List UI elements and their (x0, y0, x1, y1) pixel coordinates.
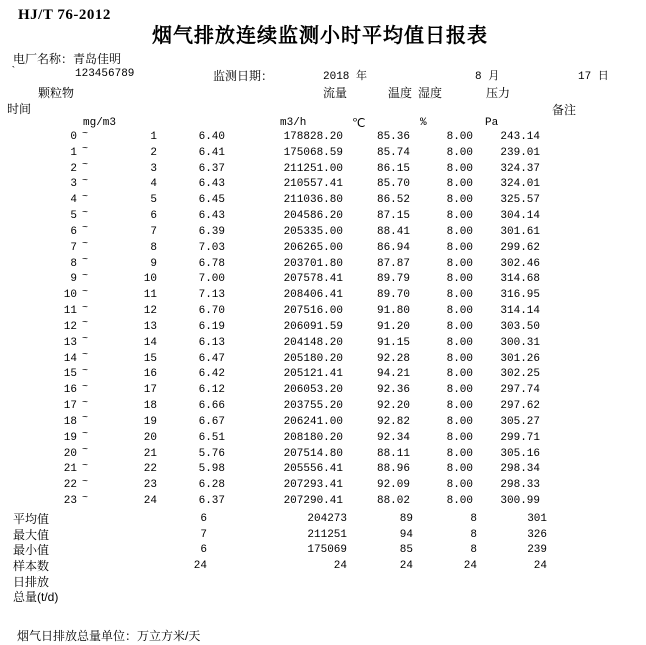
unit-temperature: ℃ (352, 116, 366, 130)
summary-dust-value (113, 590, 207, 606)
table-row (0, 225, 646, 241)
row-flow-value: 205556.41 (283, 463, 343, 476)
row-dust-value: 6.37 (198, 162, 225, 175)
row-start-hour: 4 (70, 194, 77, 207)
row-dust-value: 6.12 (198, 384, 225, 397)
row-temperature-value: 92.20 (376, 400, 410, 413)
table-row (0, 193, 646, 209)
tilde-separator: ~ (82, 160, 89, 172)
row-flow-value: 207514.80 (283, 447, 343, 460)
row-temperature-value: 94.21 (376, 368, 410, 381)
row-humidity-value: 8.00 (446, 447, 473, 460)
row-humidity-value: 8.00 (446, 320, 473, 333)
summary-pressure-value (477, 590, 547, 606)
row-end-hour: 23 (143, 479, 157, 492)
row-start-hour: 11 (63, 305, 77, 318)
tilde-separator: ~ (82, 302, 89, 314)
standard-code: HJ/T 76-2012 (18, 7, 111, 23)
table-row (0, 209, 646, 225)
row-end-hour: 1 (150, 131, 157, 143)
row-dust-value: 6.43 (198, 178, 225, 191)
summary-temperature-value (347, 590, 413, 606)
summary-table (0, 512, 646, 606)
table-row (0, 399, 646, 415)
row-humidity-value: 8.00 (446, 384, 473, 397)
row-temperature-value: 86.94 (376, 241, 410, 254)
summary-row (0, 528, 646, 544)
row-dust-value: 6.45 (198, 194, 225, 207)
summary-row (0, 512, 646, 528)
summary-humidity-value: 24 (463, 560, 477, 573)
row-humidity-value: 8.00 (446, 479, 473, 492)
row-end-hour: 3 (150, 162, 157, 175)
row-dust-value: 6.13 (198, 336, 225, 349)
row-humidity-value: 8.00 (446, 431, 473, 444)
table-row (0, 494, 646, 510)
row-end-hour: 16 (143, 368, 157, 381)
row-humidity-value: 8.00 (446, 146, 473, 159)
row-start-hour: 16 (63, 384, 77, 397)
row-dust-value: 6.41 (198, 146, 225, 159)
row-temperature-value: 91.15 (376, 336, 410, 349)
summary-flow-value (207, 575, 347, 591)
row-humidity-value: 8.00 (446, 495, 473, 508)
row-flow-value: 175068.59 (283, 146, 343, 159)
row-temperature-value: 92.36 (376, 384, 410, 397)
row-dust-value: 7.03 (198, 241, 225, 254)
row-dust-value: 6.78 (198, 257, 225, 270)
row-flow-value: 178828.20 (283, 131, 343, 143)
row-dust-value: 6.28 (198, 479, 225, 492)
row-start-hour: 17 (63, 400, 77, 413)
table-row (0, 415, 646, 431)
row-end-hour: 8 (150, 241, 157, 254)
table-row (0, 177, 646, 193)
row-flow-value: 210557.41 (283, 178, 343, 191)
unit-humidity: % (420, 117, 427, 129)
summary-pressure-value: 301 (527, 513, 547, 525)
row-start-hour: 15 (63, 368, 77, 381)
row-humidity-value: 8.00 (446, 210, 473, 223)
tilde-separator: ~ (82, 413, 89, 425)
row-start-hour: 14 (63, 352, 77, 365)
tilde-separator: ~ (82, 239, 89, 251)
row-dust-value: 6.66 (198, 400, 225, 413)
row-end-hour: 14 (143, 336, 157, 349)
tilde-separator: ~ (82, 334, 89, 346)
row-start-hour: 18 (63, 415, 77, 428)
row-start-hour: 5 (70, 210, 77, 223)
row-flow-value: 205121.41 (283, 368, 343, 381)
tilde-separator: ~ (82, 144, 89, 156)
row-humidity-value: 8.00 (446, 463, 473, 476)
row-start-hour: 3 (70, 178, 77, 191)
row-end-hour: 7 (150, 225, 157, 238)
tilde-separator: ~ (82, 445, 89, 457)
row-flow-value: 208406.41 (283, 289, 343, 302)
unit-flow: m3/h (280, 117, 307, 129)
row-humidity-value: 8.00 (446, 194, 473, 207)
row-pressure-value: 298.33 (500, 479, 540, 492)
row-flow-value: 207578.41 (283, 273, 343, 286)
summary-pressure-value: 239 (527, 544, 547, 557)
row-dust-value: 6.42 (198, 368, 225, 381)
table-row (0, 462, 646, 478)
table-row (0, 336, 646, 352)
row-pressure-value: 305.16 (500, 447, 540, 460)
summary-humidity-value: 8 (470, 513, 477, 525)
row-humidity-value: 8.00 (446, 131, 473, 143)
row-end-hour: 10 (143, 273, 157, 286)
row-end-hour: 2 (150, 146, 157, 159)
tilde-separator: ~ (82, 223, 89, 235)
summary-humidity-value: 8 (470, 528, 477, 541)
row-pressure-value: 324.01 (500, 178, 540, 191)
row-humidity-value: 8.00 (446, 352, 473, 365)
summary-row-label: 平均值 (13, 512, 50, 526)
row-temperature-value: 87.87 (376, 257, 410, 270)
row-dust-value: 6.47 (198, 352, 225, 365)
summary-humidity-value (413, 590, 477, 606)
row-humidity-value: 8.00 (446, 273, 473, 286)
row-dust-value: 6.51 (198, 431, 225, 444)
row-temperature-value: 91.80 (376, 305, 410, 318)
summary-dust-value (113, 575, 207, 591)
table-row (0, 146, 646, 162)
row-end-hour: 24 (143, 495, 157, 508)
row-pressure-value: 299.62 (500, 241, 540, 254)
row-temperature-value: 85.36 (376, 131, 410, 143)
plant-name-value: 青岛佳明 (73, 52, 122, 66)
tilde-separator: ~ (82, 492, 89, 504)
row-flow-value: 207516.00 (283, 305, 343, 318)
row-temperature-value: 91.20 (376, 320, 410, 333)
row-start-hour: 13 (63, 336, 77, 349)
row-flow-value: 205180.20 (283, 352, 343, 365)
summary-row-label: 总量(t/d) (13, 590, 59, 605)
row-pressure-value: 299.71 (500, 431, 540, 444)
row-end-hour: 21 (143, 447, 157, 460)
row-pressure-value: 314.14 (500, 305, 540, 318)
unit-dust: mg/m3 (83, 117, 117, 129)
row-end-hour: 11 (143, 289, 157, 302)
row-humidity-value: 8.00 (446, 241, 473, 254)
plant-name-label: 电厂名称： (13, 52, 74, 66)
tilde-separator: ~ (82, 365, 89, 377)
row-pressure-value: 303.50 (500, 320, 540, 333)
row-humidity-value: 8.00 (446, 400, 473, 413)
tilde-separator: ~ (82, 460, 89, 472)
row-pressure-value: 324.37 (500, 162, 540, 175)
row-start-hour: 7 (70, 241, 77, 254)
row-flow-value: 206241.00 (283, 415, 343, 428)
summary-pressure-value (477, 575, 547, 591)
row-pressure-value: 316.95 (500, 289, 540, 302)
summary-row-label: 最大值 (13, 527, 50, 542)
plant-tick-mark: ` (10, 66, 17, 78)
summary-row-label: 最小值 (13, 543, 50, 558)
row-flow-value: 206053.20 (283, 384, 343, 397)
row-dust-value: 7.00 (198, 273, 225, 286)
summary-dust-value: 6 (200, 544, 207, 557)
row-start-hour: 1 (70, 146, 77, 159)
row-humidity-value: 8.00 (446, 289, 473, 302)
row-pressure-value: 305.27 (500, 415, 540, 428)
table-row (0, 352, 646, 368)
summary-dust-value: 7 (200, 528, 207, 541)
row-dust-value: 7.13 (198, 289, 225, 302)
col-header-remark: 备注 (552, 103, 577, 117)
row-dust-value: 6.43 (198, 210, 225, 223)
row-pressure-value: 298.34 (500, 463, 540, 476)
table-row (0, 241, 646, 257)
tilde-separator: ~ (82, 381, 89, 393)
row-flow-value: 206265.00 (283, 241, 343, 254)
row-pressure-value: 301.26 (500, 352, 540, 365)
summary-row (0, 575, 646, 591)
row-flow-value: 204586.20 (283, 210, 343, 223)
row-temperature-value: 88.02 (376, 495, 410, 508)
row-start-hour: 2 (70, 162, 77, 175)
tilde-separator: ~ (82, 175, 89, 187)
row-flow-value: 211036.80 (283, 194, 343, 207)
row-dust-value: 6.67 (198, 415, 225, 428)
row-flow-value: 206091.59 (283, 320, 343, 333)
row-flow-value: 208180.20 (283, 431, 343, 444)
row-dust-value: 6.40 (198, 131, 225, 143)
col-header-time: 时间 (7, 102, 32, 116)
summary-flow-value: 204273 (307, 513, 347, 525)
row-dust-value: 6.70 (198, 305, 225, 318)
tilde-separator: ~ (82, 255, 89, 267)
report-title: 烟气排放连续监测小时平均值日报表 (152, 25, 488, 47)
row-start-hour: 0 (70, 131, 77, 143)
row-temperature-value: 92.09 (376, 479, 410, 492)
unit-pressure: Pa (485, 117, 499, 129)
row-end-hour: 18 (143, 400, 157, 413)
tilde-separator: ~ (82, 397, 89, 409)
row-humidity-value: 8.00 (446, 368, 473, 381)
table-row (0, 288, 646, 304)
row-humidity-value: 8.00 (446, 305, 473, 318)
summary-temperature-value: 94 (399, 528, 413, 541)
row-temperature-value: 87.15 (376, 210, 410, 223)
summary-dust-value: 24 (193, 560, 207, 573)
tilde-separator: ~ (82, 128, 89, 140)
row-start-hour: 9 (70, 273, 77, 286)
monitor-date-label: 监测日期： (213, 69, 274, 83)
summary-flow-value: 24 (333, 560, 347, 573)
row-pressure-value: 300.99 (500, 495, 540, 508)
table-row (0, 257, 646, 273)
row-pressure-value: 243.14 (500, 131, 540, 143)
table-row (0, 431, 646, 447)
summary-row-label: 样本数 (13, 559, 50, 574)
row-temperature-value: 85.74 (376, 146, 410, 159)
summary-row-label: 日排放 (13, 574, 50, 589)
row-temperature-value: 88.41 (376, 225, 410, 238)
row-pressure-value: 301.61 (500, 225, 540, 238)
row-temperature-value: 86.52 (376, 194, 410, 207)
row-humidity-value: 8.00 (446, 178, 473, 191)
tilde-separator: ~ (82, 207, 89, 219)
hourly-data-table (0, 130, 646, 510)
row-start-hour: 19 (63, 431, 77, 444)
row-flow-value: 203701.80 (283, 257, 343, 270)
summary-temperature-value (347, 575, 413, 591)
date-month-value: 8 月 (475, 71, 500, 83)
row-end-hour: 9 (150, 257, 157, 270)
row-flow-value: 207293.41 (283, 479, 343, 492)
row-end-hour: 12 (143, 305, 157, 318)
summary-dust-value: 6 (200, 513, 207, 525)
row-pressure-value: 314.68 (500, 273, 540, 286)
table-row (0, 320, 646, 336)
row-temperature-value: 85.70 (376, 178, 410, 191)
row-pressure-value: 325.57 (500, 194, 540, 207)
row-dust-value: 6.37 (198, 495, 225, 508)
row-flow-value: 211251.00 (283, 162, 343, 175)
row-dust-value: 6.39 (198, 225, 225, 238)
row-temperature-value: 88.96 (376, 463, 410, 476)
row-end-hour: 15 (143, 352, 157, 365)
table-row (0, 367, 646, 383)
row-dust-value: 6.19 (198, 320, 225, 333)
plant-name-line (13, 50, 121, 67)
row-flow-value: 205335.00 (283, 225, 343, 238)
table-row (0, 162, 646, 178)
date-day-value: 17 日 (578, 71, 609, 83)
row-end-hour: 17 (143, 384, 157, 397)
row-temperature-value: 92.28 (376, 352, 410, 365)
summary-temperature-value: 89 (399, 513, 413, 525)
summary-pressure-value: 24 (533, 560, 547, 573)
row-start-hour: 22 (63, 479, 77, 492)
row-start-hour: 23 (63, 495, 77, 508)
col-header-flow: 流量 (323, 86, 348, 100)
row-end-hour: 22 (143, 463, 157, 476)
row-pressure-value: 297.62 (500, 400, 540, 413)
summary-flow-value (207, 590, 347, 606)
col-header-pressure: 压力 (486, 86, 511, 100)
row-temperature-value: 92.34 (376, 431, 410, 444)
summary-humidity-value (413, 575, 477, 591)
col-header-dust: 颗粒物 (38, 86, 75, 100)
row-end-hour: 4 (150, 178, 157, 191)
row-end-hour: 5 (150, 194, 157, 207)
row-flow-value: 203755.20 (283, 400, 343, 413)
row-start-hour: 6 (70, 225, 77, 238)
summary-temperature-value: 85 (399, 544, 413, 557)
table-row (0, 478, 646, 494)
row-end-hour: 6 (150, 210, 157, 223)
tilde-separator: ~ (82, 270, 89, 282)
row-flow-value: 204148.20 (283, 336, 343, 349)
table-row (0, 383, 646, 399)
tilde-separator: ~ (82, 476, 89, 488)
summary-row (0, 559, 646, 575)
row-pressure-value: 297.74 (500, 384, 540, 397)
row-start-hour: 8 (70, 257, 77, 270)
col-header-temperature: 温度 (388, 86, 413, 100)
row-temperature-value: 88.11 (376, 447, 410, 460)
summary-pressure-value: 326 (527, 528, 547, 541)
row-dust-value: 5.76 (198, 447, 225, 460)
summary-flow-value: 175069 (307, 544, 347, 557)
row-humidity-value: 8.00 (446, 415, 473, 428)
table-row (0, 304, 646, 320)
row-temperature-value: 92.82 (376, 415, 410, 428)
row-end-hour: 13 (143, 320, 157, 333)
plant-code-value: 123456789 (75, 68, 135, 80)
row-pressure-value: 302.25 (500, 368, 540, 381)
tilde-separator: ~ (82, 429, 89, 441)
tilde-separator: ~ (82, 191, 89, 203)
row-dust-value: 5.98 (198, 463, 225, 476)
row-end-hour: 19 (143, 415, 157, 428)
tilde-separator: ~ (82, 350, 89, 362)
table-row (0, 272, 646, 288)
row-pressure-value: 304.14 (500, 210, 540, 223)
row-start-hour: 10 (63, 289, 77, 302)
row-humidity-value: 8.00 (446, 336, 473, 349)
table-row (0, 130, 646, 146)
row-humidity-value: 8.00 (446, 162, 473, 175)
row-temperature-value: 86.15 (376, 162, 410, 175)
row-end-hour: 20 (143, 431, 157, 444)
row-start-hour: 21 (63, 463, 77, 476)
footer-unit-note: 烟气日排放总量单位：万立方米/天 (17, 629, 201, 643)
table-row (0, 447, 646, 463)
row-pressure-value: 300.31 (500, 336, 540, 349)
tilde-separator: ~ (82, 286, 89, 298)
row-pressure-value: 239.01 (500, 146, 540, 159)
summary-temperature-value: 24 (399, 560, 413, 573)
row-start-hour: 20 (63, 447, 77, 460)
row-humidity-value: 8.00 (446, 257, 473, 270)
row-temperature-value: 89.70 (376, 289, 410, 302)
row-humidity-value: 8.00 (446, 225, 473, 238)
row-flow-value: 207290.41 (283, 495, 343, 508)
date-year-value: 2018 年 (323, 71, 368, 83)
summary-row (0, 543, 646, 559)
row-pressure-value: 302.46 (500, 257, 540, 270)
summary-row (0, 590, 646, 606)
col-header-humidity: 湿度 (418, 86, 443, 100)
summary-flow-value: 211251 (307, 528, 347, 541)
summary-humidity-value: 8 (470, 544, 477, 557)
row-temperature-value: 89.79 (376, 273, 410, 286)
tilde-separator: ~ (82, 318, 89, 330)
row-start-hour: 12 (63, 320, 77, 333)
